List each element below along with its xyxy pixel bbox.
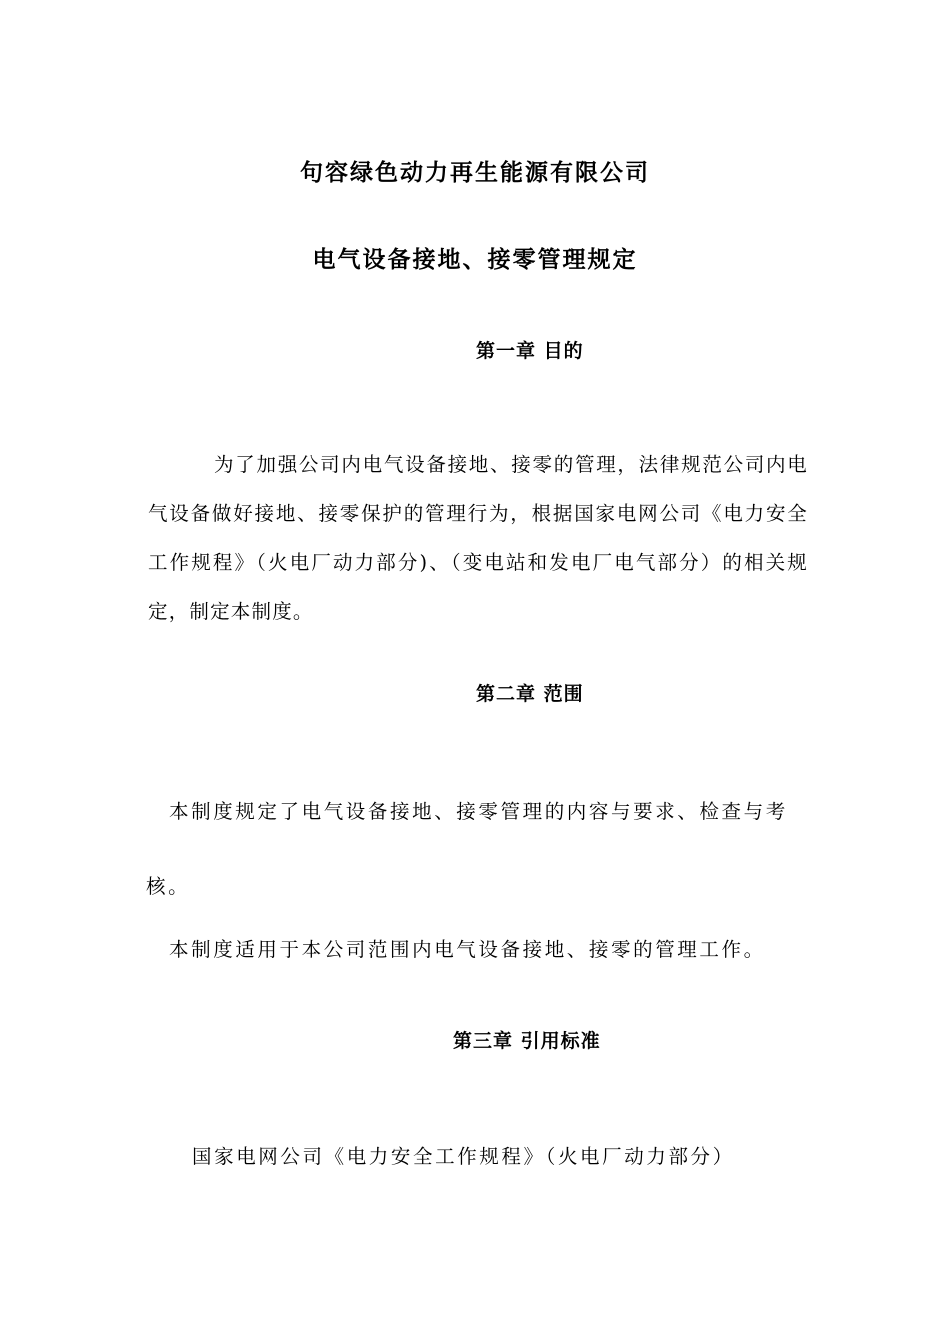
chapter-2-heading: 第二章 范围 xyxy=(476,683,584,705)
chapter-3-reference-item: 国家电网公司《电力安全工作规程》（火电厂动力部分） xyxy=(192,1145,735,1168)
chapter-2-paragraph-1-line-2: 核。 xyxy=(146,875,191,898)
document-title: 电气设备接地、接零管理规定 xyxy=(312,246,638,273)
chapter-1-heading: 第一章 目的 xyxy=(476,340,584,362)
chapter-2-paragraph-1-line-1: 本制度规定了电气设备接地、接零管理的内容与要求、检查与考 xyxy=(169,800,788,823)
chapter-1-paragraph: 为了加强公司内电气设备接地、接零的管理，法律规范公司内电气设备做好接地、接零保护的管理行为，根据国家电网公司《电力安全工作规程》（火电厂动力部分)、（变电站和发电厂电气部分）的相关规定，制定本制度。 xyxy=(148,453,808,623)
chapter-2-paragraph-2: 本制度适用于本公司范围内电气设备接地、接零的管理工作。 xyxy=(169,938,766,961)
chapter-3-heading: 第三章 引用标准 xyxy=(453,1030,601,1052)
company-title: 句容绿色动力再生能源有限公司 xyxy=(300,159,650,186)
